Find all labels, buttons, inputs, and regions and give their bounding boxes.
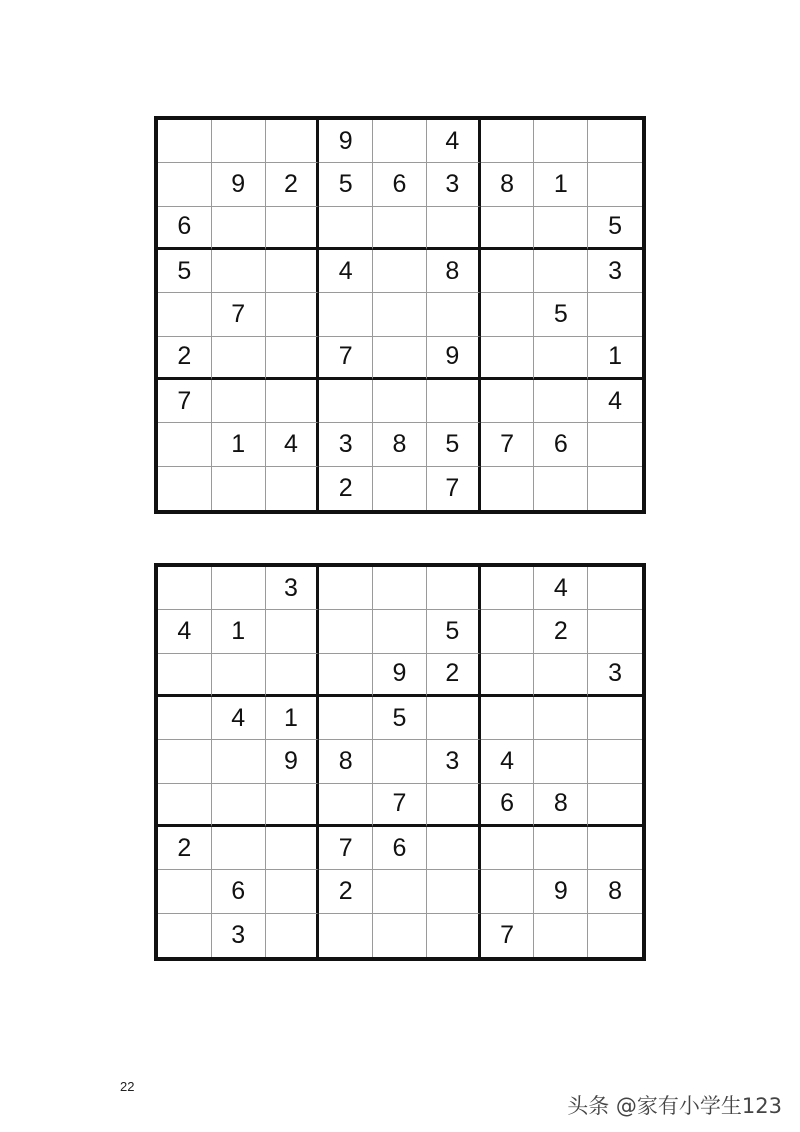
given-cell: 2 (266, 163, 320, 206)
given-cell: 4 (319, 250, 373, 293)
given-cell: 5 (158, 250, 212, 293)
empty-cell[interactable] (373, 293, 427, 336)
given-cell: 1 (588, 337, 642, 380)
sudoku-grid-1 (154, 116, 646, 514)
empty-cell[interactable] (373, 250, 427, 293)
empty-cell[interactable] (534, 380, 588, 423)
given-cell: 2 (319, 870, 373, 913)
empty-cell[interactable] (158, 654, 212, 697)
empty-cell[interactable] (427, 870, 481, 913)
empty-cell[interactable] (481, 293, 535, 336)
given-cell: 1 (212, 423, 266, 466)
empty-cell[interactable] (481, 250, 535, 293)
empty-cell[interactable] (212, 207, 266, 250)
given-cell: 7 (212, 293, 266, 336)
empty-cell[interactable] (427, 827, 481, 870)
empty-cell[interactable] (588, 163, 642, 206)
given-cell: 4 (158, 610, 212, 653)
given-cell: 7 (319, 337, 373, 380)
empty-cell[interactable] (534, 467, 588, 510)
given-cell: 6 (212, 870, 266, 913)
empty-cell[interactable] (212, 337, 266, 380)
empty-cell[interactable] (373, 870, 427, 913)
empty-cell[interactable] (373, 120, 427, 163)
empty-cell[interactable] (588, 784, 642, 827)
given-cell: 5 (319, 163, 373, 206)
empty-cell[interactable] (266, 654, 320, 697)
empty-cell[interactable] (534, 697, 588, 740)
empty-cell[interactable] (427, 914, 481, 957)
sudoku-grid-2 (154, 563, 646, 961)
empty-cell[interactable] (373, 567, 427, 610)
empty-cell[interactable] (534, 654, 588, 697)
empty-cell[interactable] (588, 914, 642, 957)
given-cell: 7 (481, 914, 535, 957)
empty-cell[interactable] (373, 467, 427, 510)
given-cell: 9 (212, 163, 266, 206)
given-cell: 8 (427, 250, 481, 293)
empty-cell[interactable] (427, 567, 481, 610)
given-cell: 3 (319, 423, 373, 466)
given-cell: 2 (319, 467, 373, 510)
empty-cell[interactable] (534, 740, 588, 783)
given-cell: 8 (588, 870, 642, 913)
empty-cell[interactable] (158, 293, 212, 336)
page-number: 22 (120, 1079, 135, 1094)
empty-cell[interactable] (373, 380, 427, 423)
watermark: 头条 @家有小学生123 (567, 1094, 782, 1118)
empty-cell[interactable] (266, 337, 320, 380)
empty-cell[interactable] (319, 207, 373, 250)
given-cell: 2 (427, 654, 481, 697)
given-cell: 6 (158, 207, 212, 250)
given-cell: 8 (534, 784, 588, 827)
given-cell: 6 (373, 827, 427, 870)
empty-cell[interactable] (212, 740, 266, 783)
empty-cell[interactable] (588, 697, 642, 740)
empty-cell[interactable] (319, 784, 373, 827)
empty-cell[interactable] (427, 207, 481, 250)
empty-cell[interactable] (319, 697, 373, 740)
given-cell: 3 (427, 163, 481, 206)
empty-cell[interactable] (373, 610, 427, 653)
empty-cell[interactable] (212, 784, 266, 827)
empty-cell[interactable] (534, 207, 588, 250)
empty-cell[interactable] (158, 163, 212, 206)
empty-cell[interactable] (481, 337, 535, 380)
empty-cell[interactable] (588, 827, 642, 870)
empty-cell[interactable] (427, 380, 481, 423)
empty-cell[interactable] (266, 610, 320, 653)
given-cell: 9 (266, 740, 320, 783)
empty-cell[interactable] (481, 610, 535, 653)
empty-cell[interactable] (212, 120, 266, 163)
empty-cell[interactable] (481, 380, 535, 423)
given-cell: 1 (212, 610, 266, 653)
empty-cell[interactable] (427, 293, 481, 336)
empty-cell[interactable] (588, 467, 642, 510)
empty-cell[interactable] (266, 870, 320, 913)
empty-cell[interactable] (481, 207, 535, 250)
empty-cell[interactable] (588, 293, 642, 336)
empty-cell[interactable] (481, 567, 535, 610)
empty-cell[interactable] (158, 467, 212, 510)
empty-cell[interactable] (266, 120, 320, 163)
given-cell: 5 (427, 610, 481, 653)
empty-cell[interactable] (534, 827, 588, 870)
given-cell: 4 (427, 120, 481, 163)
empty-cell[interactable] (158, 870, 212, 913)
empty-cell[interactable] (266, 467, 320, 510)
empty-cell[interactable] (373, 914, 427, 957)
given-cell: 2 (158, 827, 212, 870)
empty-cell[interactable] (427, 784, 481, 827)
empty-cell[interactable] (588, 423, 642, 466)
empty-cell[interactable] (481, 697, 535, 740)
empty-cell[interactable] (266, 250, 320, 293)
empty-cell[interactable] (212, 654, 266, 697)
given-cell: 5 (427, 423, 481, 466)
given-cell: 2 (534, 610, 588, 653)
given-cell: 4 (588, 380, 642, 423)
given-cell: 6 (534, 423, 588, 466)
empty-cell[interactable] (319, 914, 373, 957)
given-cell: 6 (481, 784, 535, 827)
given-cell: 7 (158, 380, 212, 423)
given-cell: 3 (427, 740, 481, 783)
empty-cell[interactable] (588, 120, 642, 163)
given-cell: 3 (588, 654, 642, 697)
empty-cell[interactable] (534, 914, 588, 957)
empty-cell[interactable] (373, 207, 427, 250)
empty-cell[interactable] (588, 740, 642, 783)
empty-cell[interactable] (158, 423, 212, 466)
empty-cell[interactable] (266, 784, 320, 827)
empty-cell[interactable] (319, 654, 373, 697)
given-cell: 1 (534, 163, 588, 206)
empty-cell[interactable] (319, 293, 373, 336)
given-cell: 3 (588, 250, 642, 293)
empty-cell[interactable] (212, 250, 266, 293)
empty-cell[interactable] (266, 827, 320, 870)
empty-cell[interactable] (158, 567, 212, 610)
empty-cell[interactable] (481, 654, 535, 697)
empty-cell[interactable] (158, 914, 212, 957)
given-cell: 9 (534, 870, 588, 913)
empty-cell[interactable] (534, 250, 588, 293)
given-cell: 4 (212, 697, 266, 740)
empty-cell[interactable] (158, 120, 212, 163)
empty-cell[interactable] (588, 567, 642, 610)
empty-cell[interactable] (319, 380, 373, 423)
given-cell: 4 (266, 423, 320, 466)
given-cell: 9 (373, 654, 427, 697)
empty-cell[interactable] (212, 827, 266, 870)
empty-cell[interactable] (319, 610, 373, 653)
empty-cell[interactable] (212, 567, 266, 610)
empty-cell[interactable] (266, 380, 320, 423)
given-cell: 7 (319, 827, 373, 870)
given-cell: 4 (534, 567, 588, 610)
empty-cell[interactable] (158, 784, 212, 827)
empty-cell[interactable] (481, 870, 535, 913)
given-cell: 5 (373, 697, 427, 740)
given-cell: 5 (534, 293, 588, 336)
given-cell: 7 (481, 423, 535, 466)
empty-cell[interactable] (534, 337, 588, 380)
given-cell: 8 (319, 740, 373, 783)
empty-cell[interactable] (266, 914, 320, 957)
empty-cell[interactable] (373, 337, 427, 380)
given-cell: 4 (481, 740, 535, 783)
given-cell: 6 (373, 163, 427, 206)
empty-cell[interactable] (481, 120, 535, 163)
empty-cell[interactable] (481, 467, 535, 510)
given-cell: 9 (427, 337, 481, 380)
empty-cell[interactable] (481, 827, 535, 870)
empty-cell[interactable] (266, 293, 320, 336)
empty-cell[interactable] (266, 207, 320, 250)
empty-cell[interactable] (373, 740, 427, 783)
given-cell: 1 (266, 697, 320, 740)
given-cell: 9 (319, 120, 373, 163)
empty-cell[interactable] (212, 380, 266, 423)
empty-cell[interactable] (534, 120, 588, 163)
given-cell: 8 (373, 423, 427, 466)
given-cell: 5 (588, 207, 642, 250)
empty-cell[interactable] (319, 567, 373, 610)
empty-cell[interactable] (588, 610, 642, 653)
given-cell: 7 (373, 784, 427, 827)
given-cell: 3 (212, 914, 266, 957)
empty-cell[interactable] (158, 740, 212, 783)
given-cell: 2 (158, 337, 212, 380)
given-cell: 3 (266, 567, 320, 610)
given-cell: 7 (427, 467, 481, 510)
empty-cell[interactable] (158, 697, 212, 740)
given-cell: 8 (481, 163, 535, 206)
empty-cell[interactable] (427, 697, 481, 740)
empty-cell[interactable] (212, 467, 266, 510)
